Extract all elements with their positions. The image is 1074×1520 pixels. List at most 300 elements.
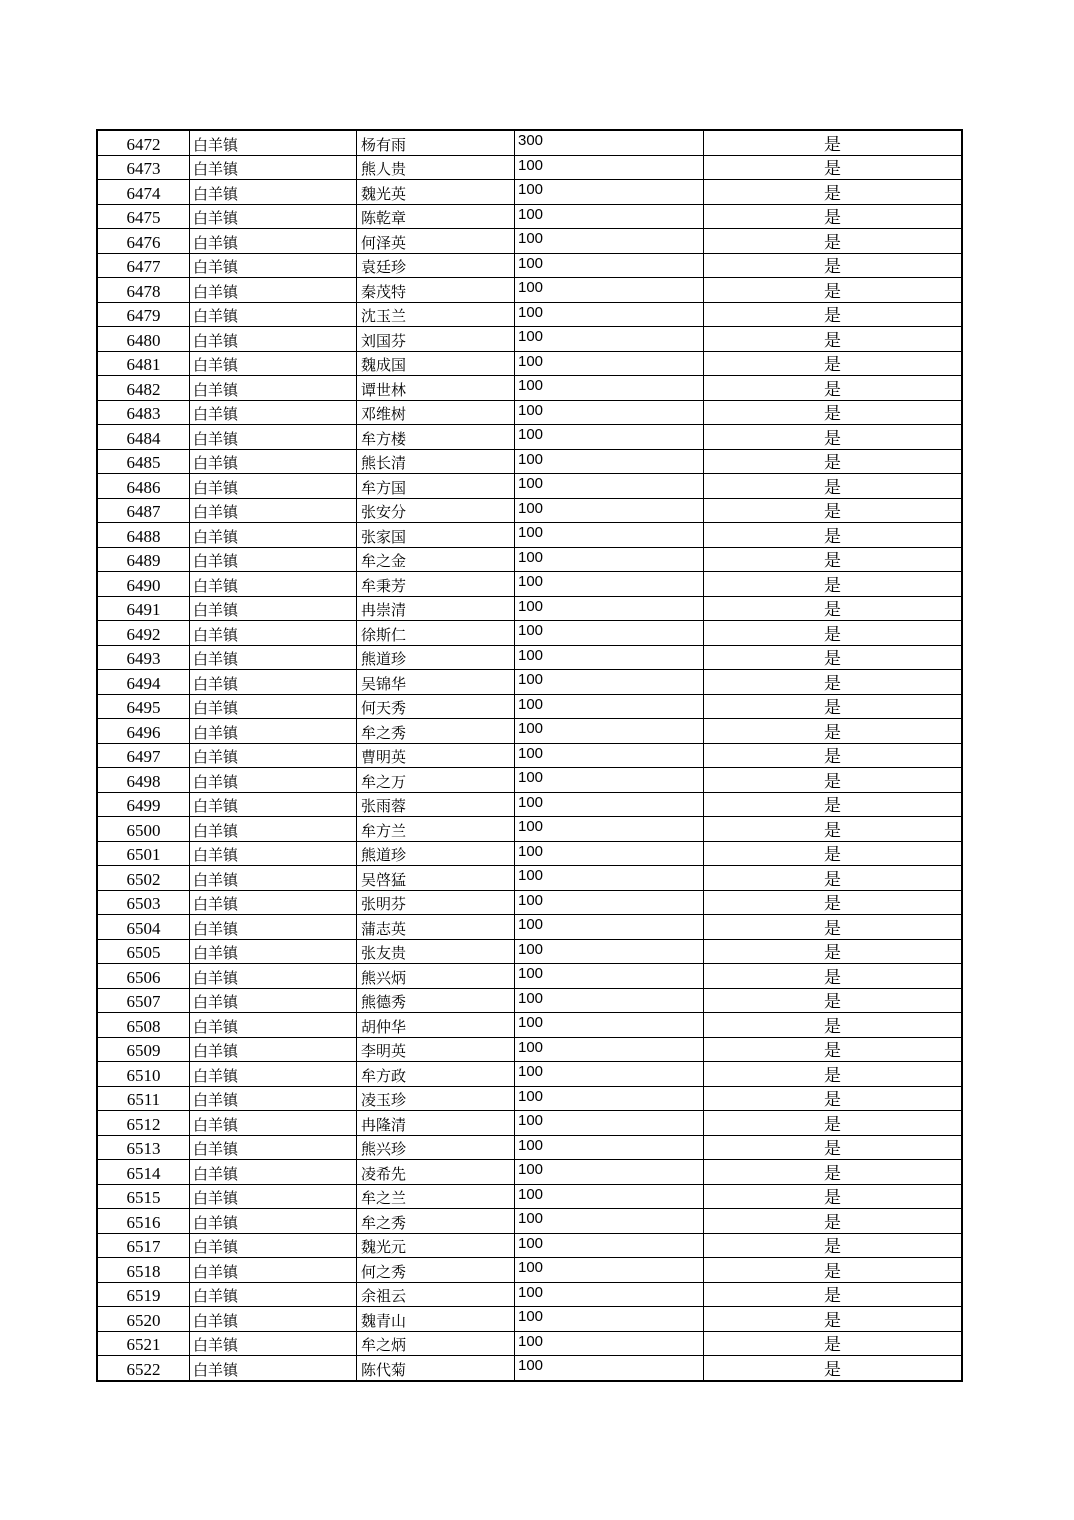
table-row <box>97 278 962 303</box>
person-name-cell: 魏成国 <box>357 351 515 376</box>
table-row <box>97 596 962 621</box>
status-cell: 是 <box>704 621 963 646</box>
status-cell: 是 <box>704 204 963 229</box>
status-cell: 是 <box>704 1111 963 1136</box>
person-name-cell: 熊兴珍 <box>357 1135 515 1160</box>
status-cell: 是 <box>704 1037 963 1062</box>
town-cell: 白羊镇 <box>190 204 357 229</box>
person-name-cell: 熊兴炳 <box>357 964 515 989</box>
person-name-cell: 冉隆清 <box>357 1111 515 1136</box>
row-number-cell: 6510 <box>97 1062 190 1087</box>
row-number-cell: 6503 <box>97 890 190 915</box>
amount-cell: 100 <box>515 694 704 719</box>
town-cell: 白羊镇 <box>190 278 357 303</box>
table-row <box>97 1086 962 1111</box>
status-cell: 是 <box>704 376 963 401</box>
row-number-cell: 6477 <box>97 253 190 278</box>
row-number-cell: 6509 <box>97 1037 190 1062</box>
row-number-cell: 6484 <box>97 425 190 450</box>
row-number-cell: 6473 <box>97 155 190 180</box>
amount-cell: 100 <box>515 596 704 621</box>
row-number-cell: 6497 <box>97 743 190 768</box>
town-cell: 白羊镇 <box>190 645 357 670</box>
table-row <box>97 841 962 866</box>
person-name-cell: 魏青山 <box>357 1307 515 1332</box>
amount-cell: 100 <box>515 988 704 1013</box>
town-cell: 白羊镇 <box>190 498 357 523</box>
row-number-cell: 6475 <box>97 204 190 229</box>
row-number-cell: 6508 <box>97 1013 190 1038</box>
amount-cell: 100 <box>515 204 704 229</box>
row-number-cell: 6511 <box>97 1086 190 1111</box>
table-row <box>97 890 962 915</box>
status-cell: 是 <box>704 229 963 254</box>
person-name-cell: 熊人贵 <box>357 155 515 180</box>
amount-cell: 100 <box>515 351 704 376</box>
amount-cell: 100 <box>515 376 704 401</box>
amount-cell: 100 <box>515 180 704 205</box>
person-name-cell: 吴啓猛 <box>357 866 515 891</box>
row-number-cell: 6498 <box>97 768 190 793</box>
person-name-cell: 张明芬 <box>357 890 515 915</box>
amount-cell: 100 <box>515 890 704 915</box>
person-name-cell: 牟之秀 <box>357 719 515 744</box>
row-number-cell: 6515 <box>97 1184 190 1209</box>
town-cell: 白羊镇 <box>190 1233 357 1258</box>
table-row <box>97 621 962 646</box>
row-number-cell: 6489 <box>97 547 190 572</box>
row-number-cell: 6481 <box>97 351 190 376</box>
row-number-cell: 6499 <box>97 792 190 817</box>
status-cell: 是 <box>704 1233 963 1258</box>
row-number-cell: 6521 <box>97 1331 190 1356</box>
status-cell: 是 <box>704 743 963 768</box>
status-cell: 是 <box>704 1135 963 1160</box>
data-table <box>96 129 963 1382</box>
amount-cell: 100 <box>515 155 704 180</box>
person-name-cell: 刘国芬 <box>357 327 515 352</box>
table-row <box>97 327 962 352</box>
town-cell: 白羊镇 <box>190 1282 357 1307</box>
person-name-cell: 牟之兰 <box>357 1184 515 1209</box>
person-name-cell: 牟之秀 <box>357 1209 515 1234</box>
person-name-cell: 谭世林 <box>357 376 515 401</box>
row-number-cell: 6522 <box>97 1356 190 1381</box>
row-number-cell: 6490 <box>97 572 190 597</box>
row-number-cell: 6516 <box>97 1209 190 1234</box>
town-cell: 白羊镇 <box>190 670 357 695</box>
person-name-cell: 胡仲华 <box>357 1013 515 1038</box>
town-cell: 白羊镇 <box>190 719 357 744</box>
town-cell: 白羊镇 <box>190 376 357 401</box>
table-row <box>97 547 962 572</box>
table-row <box>97 474 962 499</box>
table-row <box>97 964 962 989</box>
row-number-cell: 6519 <box>97 1282 190 1307</box>
amount-cell: 100 <box>515 1086 704 1111</box>
amount-cell: 100 <box>515 278 704 303</box>
amount-cell: 100 <box>515 253 704 278</box>
town-cell: 白羊镇 <box>190 817 357 842</box>
status-cell: 是 <box>704 1258 963 1283</box>
status-cell: 是 <box>704 1160 963 1185</box>
row-number-cell: 6483 <box>97 400 190 425</box>
person-name-cell: 吴锦华 <box>357 670 515 695</box>
table-row <box>97 719 962 744</box>
status-cell: 是 <box>704 572 963 597</box>
table-row <box>97 449 962 474</box>
status-cell: 是 <box>704 939 963 964</box>
table-row <box>97 1013 962 1038</box>
table-row <box>97 1037 962 1062</box>
status-cell: 是 <box>704 645 963 670</box>
person-name-cell: 袁廷珍 <box>357 253 515 278</box>
town-cell: 白羊镇 <box>190 1184 357 1209</box>
amount-cell: 100 <box>515 547 704 572</box>
amount-cell: 100 <box>515 670 704 695</box>
person-name-cell: 曹明英 <box>357 743 515 768</box>
amount-cell: 100 <box>515 1258 704 1283</box>
table-row <box>97 425 962 450</box>
amount-cell: 100 <box>515 817 704 842</box>
amount-cell: 100 <box>515 1209 704 1234</box>
amount-cell: 100 <box>515 1184 704 1209</box>
town-cell: 白羊镇 <box>190 743 357 768</box>
table-row <box>97 939 962 964</box>
amount-cell: 100 <box>515 1331 704 1356</box>
town-cell: 白羊镇 <box>190 400 357 425</box>
town-cell: 白羊镇 <box>190 915 357 940</box>
status-cell: 是 <box>704 670 963 695</box>
status-cell: 是 <box>704 351 963 376</box>
status-cell: 是 <box>704 1209 963 1234</box>
status-cell: 是 <box>704 719 963 744</box>
town-cell: 白羊镇 <box>190 1209 357 1234</box>
row-number-cell: 6513 <box>97 1135 190 1160</box>
town-cell: 白羊镇 <box>190 694 357 719</box>
person-name-cell: 秦茂特 <box>357 278 515 303</box>
town-cell: 白羊镇 <box>190 449 357 474</box>
table-row <box>97 351 962 376</box>
person-name-cell: 魏光元 <box>357 1233 515 1258</box>
amount-cell: 100 <box>515 866 704 891</box>
row-number-cell: 6504 <box>97 915 190 940</box>
town-cell: 白羊镇 <box>190 1062 357 1087</box>
row-number-cell: 6507 <box>97 988 190 1013</box>
table-row <box>97 204 962 229</box>
status-cell: 是 <box>704 1307 963 1332</box>
table-row <box>97 1282 962 1307</box>
row-number-cell: 6502 <box>97 866 190 891</box>
person-name-cell: 余祖云 <box>357 1282 515 1307</box>
status-cell: 是 <box>704 964 963 989</box>
town-cell: 白羊镇 <box>190 596 357 621</box>
amount-cell: 100 <box>515 498 704 523</box>
table-row <box>97 1184 962 1209</box>
row-number-cell: 6491 <box>97 596 190 621</box>
table-row <box>97 792 962 817</box>
row-number-cell: 6512 <box>97 1111 190 1136</box>
town-cell: 白羊镇 <box>190 1356 357 1381</box>
person-name-cell: 张安分 <box>357 498 515 523</box>
status-cell: 是 <box>704 1356 963 1381</box>
person-name-cell: 牟之炳 <box>357 1331 515 1356</box>
amount-cell: 100 <box>515 229 704 254</box>
amount-cell: 100 <box>515 939 704 964</box>
amount-cell: 100 <box>515 327 704 352</box>
amount-cell: 100 <box>515 1135 704 1160</box>
town-cell: 白羊镇 <box>190 155 357 180</box>
town-cell: 白羊镇 <box>190 1307 357 1332</box>
amount-cell: 100 <box>515 719 704 744</box>
person-name-cell: 魏光英 <box>357 180 515 205</box>
row-number-cell: 6517 <box>97 1233 190 1258</box>
row-number-cell: 6479 <box>97 302 190 327</box>
person-name-cell: 李明英 <box>357 1037 515 1062</box>
table-row <box>97 498 962 523</box>
town-cell: 白羊镇 <box>190 1258 357 1283</box>
person-name-cell: 牟方楼 <box>357 425 515 450</box>
amount-cell: 100 <box>515 645 704 670</box>
row-number-cell: 6472 <box>97 130 190 155</box>
status-cell: 是 <box>704 768 963 793</box>
table-row <box>97 866 962 891</box>
status-cell: 是 <box>704 817 963 842</box>
amount-cell: 100 <box>515 1037 704 1062</box>
town-cell: 白羊镇 <box>190 890 357 915</box>
table-body <box>97 130 962 1381</box>
person-name-cell: 冉崇清 <box>357 596 515 621</box>
person-name-cell: 杨有雨 <box>357 130 515 155</box>
town-cell: 白羊镇 <box>190 547 357 572</box>
status-cell: 是 <box>704 130 963 155</box>
table-row <box>97 768 962 793</box>
row-number-cell: 6480 <box>97 327 190 352</box>
person-name-cell: 张雨蓉 <box>357 792 515 817</box>
amount-cell: 100 <box>515 1282 704 1307</box>
town-cell: 白羊镇 <box>190 621 357 646</box>
person-name-cell: 熊道珍 <box>357 645 515 670</box>
person-name-cell: 何天秀 <box>357 694 515 719</box>
town-cell: 白羊镇 <box>190 964 357 989</box>
person-name-cell: 凌玉珍 <box>357 1086 515 1111</box>
row-number-cell: 6505 <box>97 939 190 964</box>
row-number-cell: 6514 <box>97 1160 190 1185</box>
person-name-cell: 牟方国 <box>357 474 515 499</box>
amount-cell: 300 <box>515 130 704 155</box>
table-row <box>97 694 962 719</box>
status-cell: 是 <box>704 988 963 1013</box>
person-name-cell: 张友贵 <box>357 939 515 964</box>
town-cell: 白羊镇 <box>190 180 357 205</box>
town-cell: 白羊镇 <box>190 939 357 964</box>
table-row <box>97 130 962 155</box>
row-number-cell: 6501 <box>97 841 190 866</box>
amount-cell: 100 <box>515 1013 704 1038</box>
table-row <box>97 1356 962 1381</box>
person-name-cell: 邓维树 <box>357 400 515 425</box>
amount-cell: 100 <box>515 1111 704 1136</box>
status-cell: 是 <box>704 302 963 327</box>
town-cell: 白羊镇 <box>190 1160 357 1185</box>
status-cell: 是 <box>704 474 963 499</box>
person-name-cell: 牟秉芳 <box>357 572 515 597</box>
table-row <box>97 645 962 670</box>
row-number-cell: 6488 <box>97 523 190 548</box>
table-row <box>97 229 962 254</box>
town-cell: 白羊镇 <box>190 1013 357 1038</box>
amount-cell: 100 <box>515 841 704 866</box>
person-name-cell: 沈玉兰 <box>357 302 515 327</box>
town-cell: 白羊镇 <box>190 572 357 597</box>
table-row <box>97 915 962 940</box>
status-cell: 是 <box>704 1184 963 1209</box>
row-number-cell: 6494 <box>97 670 190 695</box>
status-cell: 是 <box>704 498 963 523</box>
status-cell: 是 <box>704 1282 963 1307</box>
town-cell: 白羊镇 <box>190 327 357 352</box>
person-name-cell: 牟之金 <box>357 547 515 572</box>
amount-cell: 100 <box>515 1356 704 1381</box>
status-cell: 是 <box>704 915 963 940</box>
table-row <box>97 1233 962 1258</box>
table-row <box>97 1331 962 1356</box>
amount-cell: 100 <box>515 792 704 817</box>
table-row <box>97 1062 962 1087</box>
row-number-cell: 6492 <box>97 621 190 646</box>
status-cell: 是 <box>704 866 963 891</box>
town-cell: 白羊镇 <box>190 1111 357 1136</box>
person-name-cell: 凌希先 <box>357 1160 515 1185</box>
town-cell: 白羊镇 <box>190 866 357 891</box>
status-cell: 是 <box>704 1062 963 1087</box>
amount-cell: 100 <box>515 1160 704 1185</box>
status-cell: 是 <box>704 400 963 425</box>
person-name-cell: 牟之万 <box>357 768 515 793</box>
town-cell: 白羊镇 <box>190 302 357 327</box>
person-name-cell: 张家国 <box>357 523 515 548</box>
status-cell: 是 <box>704 180 963 205</box>
person-name-cell: 何之秀 <box>357 1258 515 1283</box>
person-name-cell: 熊长清 <box>357 449 515 474</box>
row-number-cell: 6485 <box>97 449 190 474</box>
amount-cell: 100 <box>515 621 704 646</box>
amount-cell: 100 <box>515 572 704 597</box>
table-row <box>97 1160 962 1185</box>
person-name-cell: 陈乾章 <box>357 204 515 229</box>
amount-cell: 100 <box>515 915 704 940</box>
amount-cell: 100 <box>515 302 704 327</box>
row-number-cell: 6493 <box>97 645 190 670</box>
status-cell: 是 <box>704 278 963 303</box>
person-name-cell: 陈代菊 <box>357 1356 515 1381</box>
row-number-cell: 6487 <box>97 498 190 523</box>
table-row <box>97 523 962 548</box>
row-number-cell: 6474 <box>97 180 190 205</box>
person-name-cell: 牟方兰 <box>357 817 515 842</box>
amount-cell: 100 <box>515 425 704 450</box>
status-cell: 是 <box>704 547 963 572</box>
amount-cell: 100 <box>515 743 704 768</box>
status-cell: 是 <box>704 890 963 915</box>
table-row <box>97 1307 962 1332</box>
town-cell: 白羊镇 <box>190 988 357 1013</box>
status-cell: 是 <box>704 596 963 621</box>
amount-cell: 100 <box>515 964 704 989</box>
amount-cell: 100 <box>515 474 704 499</box>
table-row <box>97 180 962 205</box>
status-cell: 是 <box>704 253 963 278</box>
town-cell: 白羊镇 <box>190 474 357 499</box>
table-row <box>97 1111 962 1136</box>
status-cell: 是 <box>704 449 963 474</box>
status-cell: 是 <box>704 327 963 352</box>
row-number-cell: 6520 <box>97 1307 190 1332</box>
status-cell: 是 <box>704 1086 963 1111</box>
table-row <box>97 376 962 401</box>
town-cell: 白羊镇 <box>190 130 357 155</box>
amount-cell: 100 <box>515 523 704 548</box>
table-row <box>97 302 962 327</box>
status-cell: 是 <box>704 523 963 548</box>
row-number-cell: 6495 <box>97 694 190 719</box>
table-row <box>97 743 962 768</box>
status-cell: 是 <box>704 694 963 719</box>
town-cell: 白羊镇 <box>190 1037 357 1062</box>
status-cell: 是 <box>704 841 963 866</box>
row-number-cell: 6518 <box>97 1258 190 1283</box>
table-row <box>97 988 962 1013</box>
table-row <box>97 400 962 425</box>
status-cell: 是 <box>704 792 963 817</box>
table-row <box>97 1209 962 1234</box>
person-name-cell: 蒲志英 <box>357 915 515 940</box>
status-cell: 是 <box>704 1331 963 1356</box>
row-number-cell: 6500 <box>97 817 190 842</box>
amount-cell: 100 <box>515 1062 704 1087</box>
amount-cell: 100 <box>515 449 704 474</box>
row-number-cell: 6496 <box>97 719 190 744</box>
row-number-cell: 6482 <box>97 376 190 401</box>
status-cell: 是 <box>704 1013 963 1038</box>
amount-cell: 100 <box>515 400 704 425</box>
table-row <box>97 670 962 695</box>
town-cell: 白羊镇 <box>190 792 357 817</box>
town-cell: 白羊镇 <box>190 1086 357 1111</box>
table-row <box>97 155 962 180</box>
table-row <box>97 572 962 597</box>
town-cell: 白羊镇 <box>190 253 357 278</box>
town-cell: 白羊镇 <box>190 768 357 793</box>
town-cell: 白羊镇 <box>190 229 357 254</box>
amount-cell: 100 <box>515 1233 704 1258</box>
row-number-cell: 6506 <box>97 964 190 989</box>
table-row <box>97 817 962 842</box>
amount-cell: 100 <box>515 1307 704 1332</box>
town-cell: 白羊镇 <box>190 523 357 548</box>
amount-cell: 100 <box>515 768 704 793</box>
person-name-cell: 何泽英 <box>357 229 515 254</box>
town-cell: 白羊镇 <box>190 1135 357 1160</box>
person-name-cell: 熊道珍 <box>357 841 515 866</box>
table-row <box>97 253 962 278</box>
person-name-cell: 徐斯仁 <box>357 621 515 646</box>
status-cell: 是 <box>704 155 963 180</box>
town-cell: 白羊镇 <box>190 351 357 376</box>
row-number-cell: 6486 <box>97 474 190 499</box>
status-cell: 是 <box>704 425 963 450</box>
table-row <box>97 1258 962 1283</box>
